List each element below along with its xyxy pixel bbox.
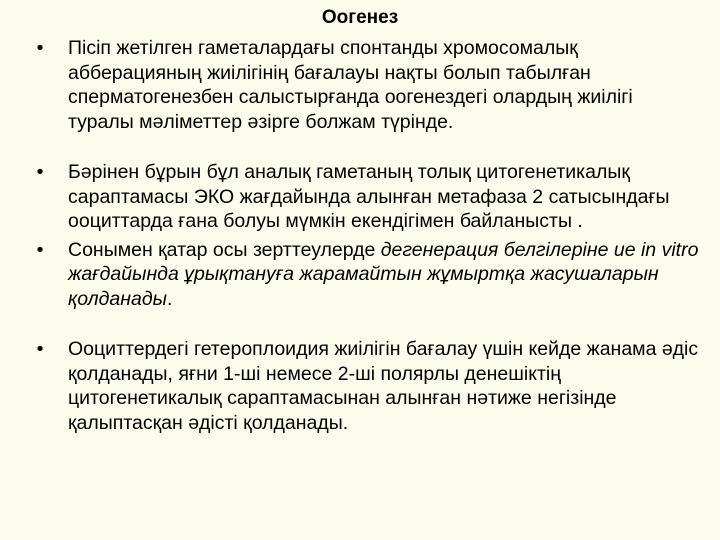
list-item-italic-text: дегенерация белгілеріне ие in vitro жағдайында ұрықтануға жарамайтын жұмыртқа жасушаларын қолданады: [68, 238, 699, 310]
bullet-icon: •: [36, 338, 44, 360]
bullet-icon: •: [36, 37, 44, 59]
list-item: [30, 160, 700, 234]
list-item: [30, 238, 700, 312]
list-item: [30, 36, 700, 134]
bullet-icon: •: [36, 238, 44, 261]
list-item-text-end: .: [166, 287, 173, 310]
list-item-text: Бәрінен бұрын бұл аналық гаметаның толық цитогенетикалық сараптамасы ЭКО жағдайында алынған метафаза 2 сатысындағы ооциттарда ғана болуы мүмкін екендігімен байланысты .: [68, 161, 670, 232]
list-item-text: Ооциттердегі гетероплоидия жиілігін бағалау үшін кейде жанама әдіс қолданады, яғни 1-ші немесе 2-ші полярлы денешіктің цитогенетикалық сараптамасынан алынған нәтиже негізінде қалыптасқан әдісті қолданады.: [68, 338, 699, 434]
bullet-list: [30, 36, 700, 435]
slide-title: Оогенез: [321, 7, 399, 28]
bullet-icon: •: [36, 161, 44, 183]
list-item-text: Пісіп жетілген гаметалардағы спонтанды хромосомалық абберацияның жиілігінің бағалауы нақты болып табылған сперматогенезбен салыстырғанда оогенездегі олардың жиілігі туралы мәліметтер әзірге болжам түрінде.: [68, 37, 633, 133]
list-item-text: Сонымен қатар осы зерттеулерде: [68, 238, 381, 261]
list-item: [30, 337, 700, 435]
